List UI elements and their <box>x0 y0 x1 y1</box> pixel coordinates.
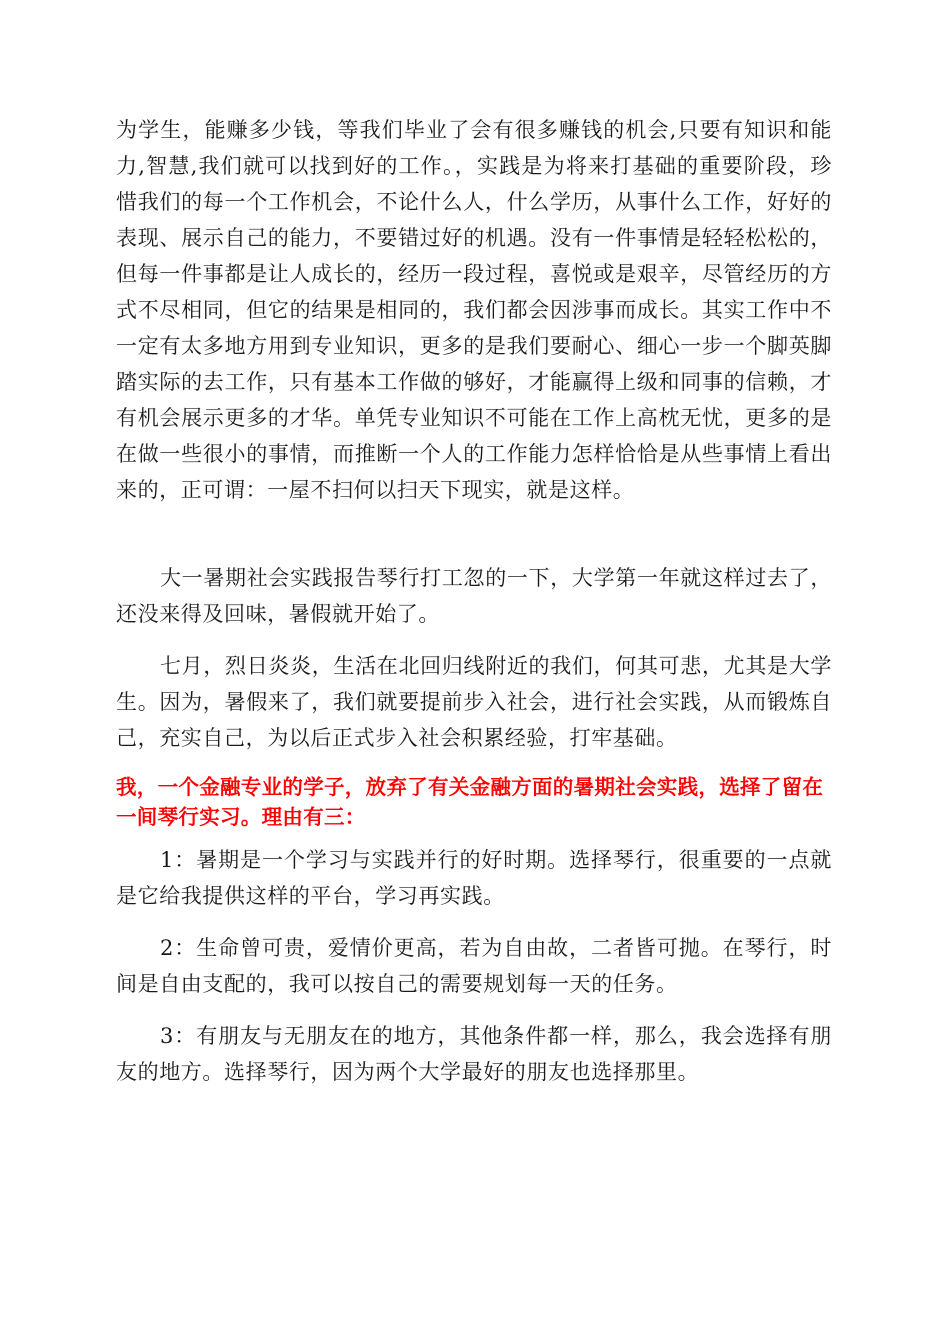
highlighted-statement: 我，一个金融专业的学子，放弃了有关金融方面的暑期社会实践，选择了留在一间琴行实习。理由有三： <box>116 775 824 829</box>
reason-item-3: 3：有朋友与无朋友在的地方，其他条件都一样，那么，我会选择有朋友的地方。选择琴行，因为两个大学最好的朋友也选择那里。 <box>116 1024 832 1084</box>
body-paragraph-july: 七月，烈日炎炎，生活在北回归线附近的我们，何其可悲，尤其是大学生。因为，暑假来了，我们就要提前步入社会，进行社会实践，从而锻炼自己，充实自己，为以后正式步入社会积累经验，打牢基础。 <box>116 654 832 750</box>
document-body <box>116 112 832 1090</box>
reason-item-1: 1：暑期是一个学习与实践并行的好时期。选择琴行，很重要的一点就是它给我提供这样的平台，学习再实践。 <box>116 848 832 908</box>
reason-item-2: 2：生命曾可贵，爱情价更高，若为自由故，二者皆可抛。在琴行，时间是自由支配的，我可以按自己的需要规划每一天的任务。 <box>116 936 832 996</box>
body-paragraph-continuation: 为学生，能赚多少钱，等我们毕业了会有很多赚钱的机会,只要有知识和能力,智慧,我们就可以找到好的工作。，实践是为将来打基础的重要阶段，珍惜我们的每一个工作机会，不论什么人，什么学历，从事什么工作，好好的表现、展示自己的能力，不要错过好的机遇。没有一件事情是轻轻松松的，但每一件事都是让人成长的，经历一段过程，喜悦或是艰辛，尽管经历的方式不尽相同，但它的结果是相同的，我们都会因涉事而成长。其实工作中不一定有太多地方用到专业知识，更多的是我们要耐心、细心一步一个脚英脚踏实际的去工作，只有基本工作做的够好，才能赢得上级和同事的信赖，才有机会展示更多的才华。单凭专业知识不可能在工作上高枕无忧，更多的是在做一些很小的事情，而推断一个人的工作能力怎样恰恰是从些事情上看出来的，正可谓：一屋不扫何以扫天下现实，就是这样。 <box>116 118 832 502</box>
body-paragraph-summer-start: 大一暑期社会实践报告琴行打工忽的一下，大学第一年就这样过去了，还没来得及回味，暑假就开始了。 <box>116 566 832 626</box>
